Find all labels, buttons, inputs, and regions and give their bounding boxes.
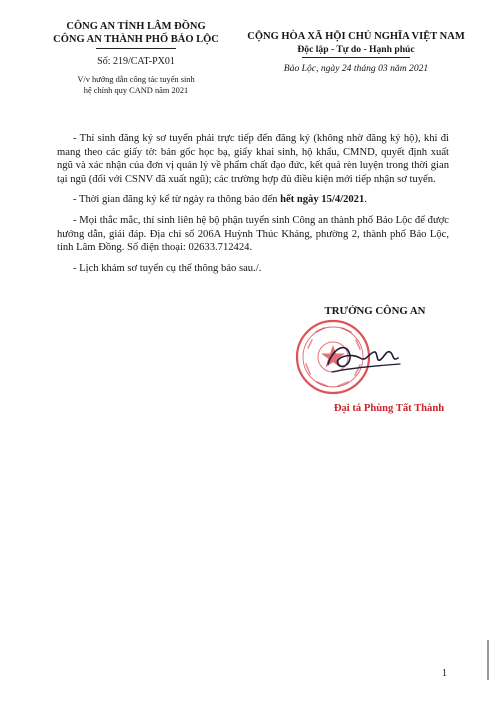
stamp-and-signature [290, 324, 460, 402]
national-title-block [236, 30, 476, 75]
national-motto: Độc lập - Tự do - Hạnh phúc [297, 44, 415, 55]
signature-title: TRƯỞNG CÔNG AN [324, 305, 426, 317]
issuing-authority-block [46, 20, 226, 96]
national-title: CỘNG HÒA XÃ HỘI CHỦ NGHĨA VIỆT NAM [247, 31, 465, 42]
header-right-underline [302, 57, 410, 58]
body-text [57, 132, 449, 282]
body-paragraph-schedule: - Lịch khám sơ tuyển cụ thể thông báo sau./. [73, 262, 262, 274]
signature-block [290, 304, 460, 416]
scan-edge-mark [487, 640, 489, 680]
signer-name: Đại tá Phùng Tất Thành [333, 403, 445, 414]
subject-line-1: V/v hướng dẫn công tác tuyển sinh [77, 75, 195, 84]
document-number: Số: 219/CAT-PX01 [97, 56, 175, 67]
deadline-date: hết ngày 15/4/2021 [280, 194, 365, 206]
body-paragraph-contact: - Mọi thắc mắc, thí sinh liên hệ bộ phận tuyển sinh Công an thành phố Bảo Lộc để được hướng dẫn, giải đáp. Địa chỉ số 206A Huỳnh Thúc Kháng, phường 2, thành phố Bảo Lộc, tỉnh Lâm Đồng. Số điện thoại: 02633.712424. [57, 214, 449, 254]
deadline-prefix: - Thời gian đăng ký kể từ ngày ra thông báo đến [73, 194, 281, 206]
issuing-province-org: CÔNG AN TỈNH LÂM ĐỒNG [66, 21, 206, 32]
subject-line-2: hệ chính quy CAND năm 2021 [83, 86, 189, 95]
deadline-suffix: . [364, 194, 367, 206]
place-and-date: Bảo Lộc, ngày 24 tháng 03 năm 2021 [283, 63, 429, 74]
issuing-city-org: CÔNG AN THÀNH PHỐ BẢO LỘC [53, 34, 219, 45]
body-paragraph-deadline [57, 193, 449, 207]
header-left-underline [96, 48, 176, 49]
handwritten-signature-icon [320, 334, 410, 384]
page-number: 1 [442, 668, 447, 679]
body-paragraph-registration: - Thí sinh đăng ký sơ tuyển phải trực tiếp đến đăng ký (không nhờ đăng ký hộ), khi đi mang theo các giấy tờ: bản gốc học bạ, giấy khai sinh, hộ khẩu, CMND, quyết định xuất ngũ và xác nhận của đơn vị quản lý về phẩm chất đạo đức, kết quả rèn luyện trong thời gian tại ngũ (đối với CSNV đã xuất ngũ); các trường hợp đủ điều kiện mới tiếp nhận sơ tuyển. [57, 133, 449, 185]
